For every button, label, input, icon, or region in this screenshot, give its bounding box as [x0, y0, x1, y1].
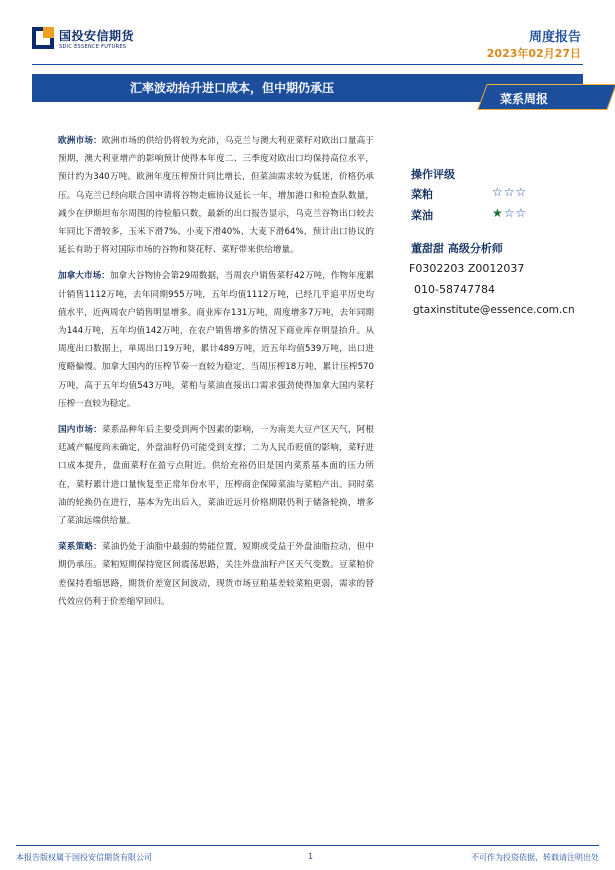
report-title: 汇率波动抬升进口成本，但中期仍承压 — [129, 81, 334, 95]
page-number: 1 — [308, 852, 314, 861]
company-logo — [32, 25, 162, 57]
analyst-cert: F0302203 Z0012037 — [409, 262, 525, 275]
rating-name: 菜粕 — [411, 188, 433, 201]
rating-name: 菜油 — [411, 209, 433, 222]
star-empty-icon: ☆ — [503, 206, 516, 220]
star-empty-icon: ☆ — [515, 185, 528, 199]
section-text: 加拿大谷物协会第29周数据，当周农户销售菜籽42万吨，作物年度累计销售1112万吨，去年同期955万吨，五年均值1112万吨，已经几乎追平历史均值水平，近两周农户销售明显增多。商业库存131万吨，周度增多7万吨，去年同期为144万吨，五年均值142万吨，在农户销售增多的情况下商业库存明显抬升。从周度出口数据上，单周出口19万吨，累计489万吨，近五年均值539万吨，出口进度略偏慢。加拿大国内的压榨节奏一直较为稳定，当周压榨18万吨，累计压榨570万吨，高于五年均值543万吨，菜粕与菜油直接出口需求强劲使得加拿大国内菜籽压榨一直较为稳定。 — [58, 271, 374, 409]
analyst-email[interactable]: gtaxinstitute@essence.com.cn — [413, 304, 575, 316]
section-canada — [58, 267, 374, 413]
section-europe — [58, 132, 374, 259]
report-date: 2023年02月27日 — [486, 47, 581, 60]
logo-text-en: SDIC ESSENCE FUTURES — [59, 44, 127, 50]
star-empty-icon: ☆ — [492, 185, 504, 199]
section-domestic — [58, 421, 374, 530]
section-label: 欧洲市场： — [58, 136, 102, 146]
rating-stars — [492, 206, 527, 220]
analyst-name: 董甜甜 高级分析师 — [411, 242, 503, 255]
banner-tab-label: 菜系周报 — [500, 92, 549, 106]
star-filled-icon: ★ — [492, 206, 504, 220]
report-body — [58, 132, 374, 619]
section-strategy — [58, 538, 374, 611]
footer-copyright: 本报告版权属于国投安信期货有限公司 — [16, 853, 152, 862]
logo-text-cn: 国投安信期货 — [59, 29, 135, 43]
rating-row-meal — [411, 186, 433, 202]
footer-disclaimer: 不可作为投资依据，转载请注明出处 — [471, 853, 599, 862]
section-label: 菜系策略： — [58, 542, 102, 553]
rating-title: 操作评级 — [411, 168, 455, 181]
section-label: 国内市场： — [58, 425, 102, 436]
title-banner — [32, 74, 583, 114]
analyst-phone: 010-58747784 — [414, 283, 495, 296]
section-text: 欧洲市场的供给仍将较为充沛，乌克兰与澳大利亚菜籽对欧出口量高于预期，澳大利亚增产的影响预计使得本年度二、三季度对欧出口均保持高位水平，预计约为340万吨。欧洲年度压榨预计同比增长，但菜油需求较为低迷，价格仍承压。乌克兰已经向联合国申请将谷物走廊协议延长一年，增加港口和检查队数量，减少在伊斯坦布尔周围的待检船只数，最新的出口报告显示，乌克兰谷物出口较去年同比下滑较多，玉米下滑7%、小麦下滑40%、大麦下滑64%，预计出口协议的延长有助于将对国际市场的谷物和葵花籽、菜籽带来供给增量。 — [58, 136, 374, 256]
section-text: 菜系品种年后主要受到两个因素的影响，一为南美大豆产区天气，阿根廷减产幅度尚未确定，外盘油籽仍可能受到支撑；二为人民币贬值的影响，菜籽进口成本提升，盘面菜籽在盈亏点附近。供给充裕仍旧是国内菜系基本面的压力所在，菜籽累计进口量恢复至正常年份水平，压榨商企保障菜油与菜粕产出。同时菜油的轮换仍在进行，基本为先出后入，菜油近远月价格期限仍利于储备轮换，增多了菜油远端供给量。 — [58, 425, 374, 527]
section-label: 加拿大市场： — [58, 271, 110, 282]
section-text: 菜油仍处于油脂中最弱的势能位置，短期或受益于外盘油脂拉动，但中期仍承压。菜粕短期保持宽区间震荡思路，关注外盘油籽产区天气变数。豆菜粕价差保持看缩思路，期货价差宽区间波动，现货市场豆粕基差较菜粕更弱，需求的替代效应仍利于价差缩窄回归。 — [58, 542, 374, 607]
rating-stars — [492, 185, 527, 199]
report-type: 周度报告 — [528, 30, 581, 45]
rating-row-oil — [411, 207, 433, 223]
logo-mark-icon — [32, 27, 54, 49]
star-empty-icon: ☆ — [503, 185, 516, 199]
footer-divider — [16, 845, 599, 846]
star-empty-icon: ☆ — [515, 206, 528, 220]
header-divider — [32, 64, 583, 65]
